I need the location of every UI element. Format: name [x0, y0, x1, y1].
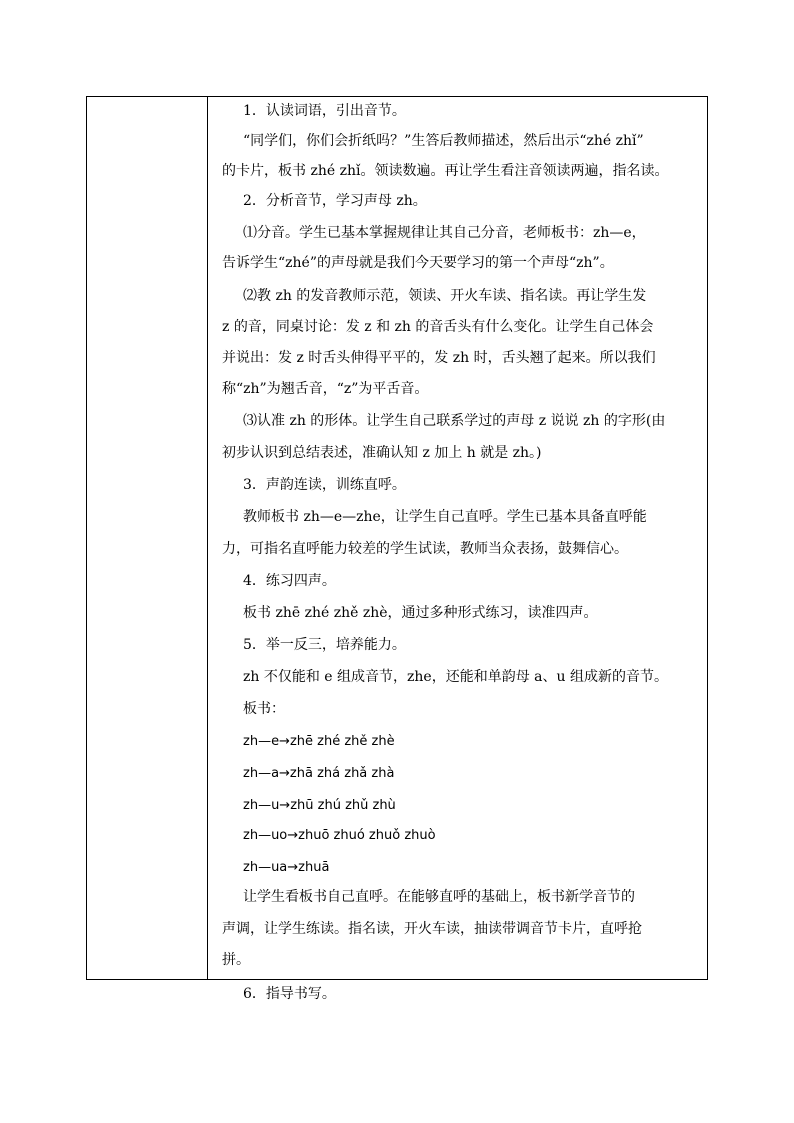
- text-line: “同学们，你们会折纸吗？”生答后教师描述，然后出示“zhé zhǐ”: [243, 133, 644, 149]
- text-line: 的卡片，板书 zhé zhǐ。领读数遍。再让学生看注音领读两遍，指名读。: [222, 163, 669, 179]
- text-line: zh—e→zhē zhé zhě zhè: [243, 734, 395, 749]
- text-line: 6．指导书写。: [243, 986, 336, 1002]
- text-line: 板书：: [243, 701, 285, 717]
- text-line: 初步认识到总结表述，准确认知 z 加上 h 就是 zh。): [222, 445, 542, 461]
- text-line: 并说出：发 z 时舌头伸得平平的，发 zh 时，舌头翘了起来。所以我们: [222, 350, 656, 366]
- table-content-cell: [208, 97, 707, 1002]
- text-line: 让学生看板书自己直呼。在能够直呼的基础上，板书新学音节的: [243, 889, 635, 905]
- text-line: 教师板书 zh—e—zhe，让学生自己直呼。学生已基本具备直呼能: [243, 509, 647, 525]
- text-line: 称“zh”为翘舌音，“z”为平舌音。: [222, 381, 429, 397]
- text-line: zh—ua→zhuā: [243, 860, 330, 875]
- text-line: zh 不仅能和 e 组成音节，zhe，还能和单韵母 a、u 组成新的音节。: [243, 669, 668, 685]
- text-line: 3．声韵连读，训练直呼。: [243, 477, 406, 493]
- text-line: zh—u→zhū zhú zhǔ zhù: [243, 798, 396, 813]
- lesson-table: [86, 96, 708, 1002]
- text-line: 1．认读词语，引出音节。: [243, 103, 406, 119]
- text-line: 声调，让学生练读。指名读，开火车读，抽读带调音节卡片，直呼抢: [222, 921, 642, 937]
- text-line: 5．举一反三，培养能力。: [243, 637, 406, 653]
- text-line: 4．练习四声。: [243, 573, 336, 589]
- text-line: 拼。: [222, 952, 250, 968]
- text-line: 力，可指名直呼能力较差的学生试读，教师当众表扬，鼓舞信心。: [222, 541, 628, 557]
- text-line: ⑵教 zh 的发音教师示范，领读、开火车读、指名读。再让学生发: [243, 288, 647, 304]
- text-line: ⑶认准 zh 的形体。让学生自己联系学过的声母 z 说说 zh 的字形(由: [243, 413, 666, 429]
- text-line: 告诉学生“zhé”的声母就是我们今天要学习的第一个声母“zh”。: [222, 255, 614, 271]
- text-line: zh—a→zhā zhá zhǎ zhà: [243, 766, 395, 781]
- table-left-cell: [87, 97, 208, 979]
- text-line: zh—uo→zhuō zhuó zhuǒ zhuò: [243, 828, 436, 843]
- text-line: z 的音，同桌讨论：发 z 和 zh 的音舌头有什么变化。让学生自己体会: [222, 319, 654, 335]
- text-line: ⑴分音。学生已基本掌握规律让其自己分音，老师板书：zh—e，: [243, 225, 646, 241]
- text-line: 板书 zhē zhé zhě zhè，通过多种形式练习，读准四声。: [243, 605, 598, 621]
- text-line: 2．分析音节，学习声母 zh。: [243, 193, 427, 209]
